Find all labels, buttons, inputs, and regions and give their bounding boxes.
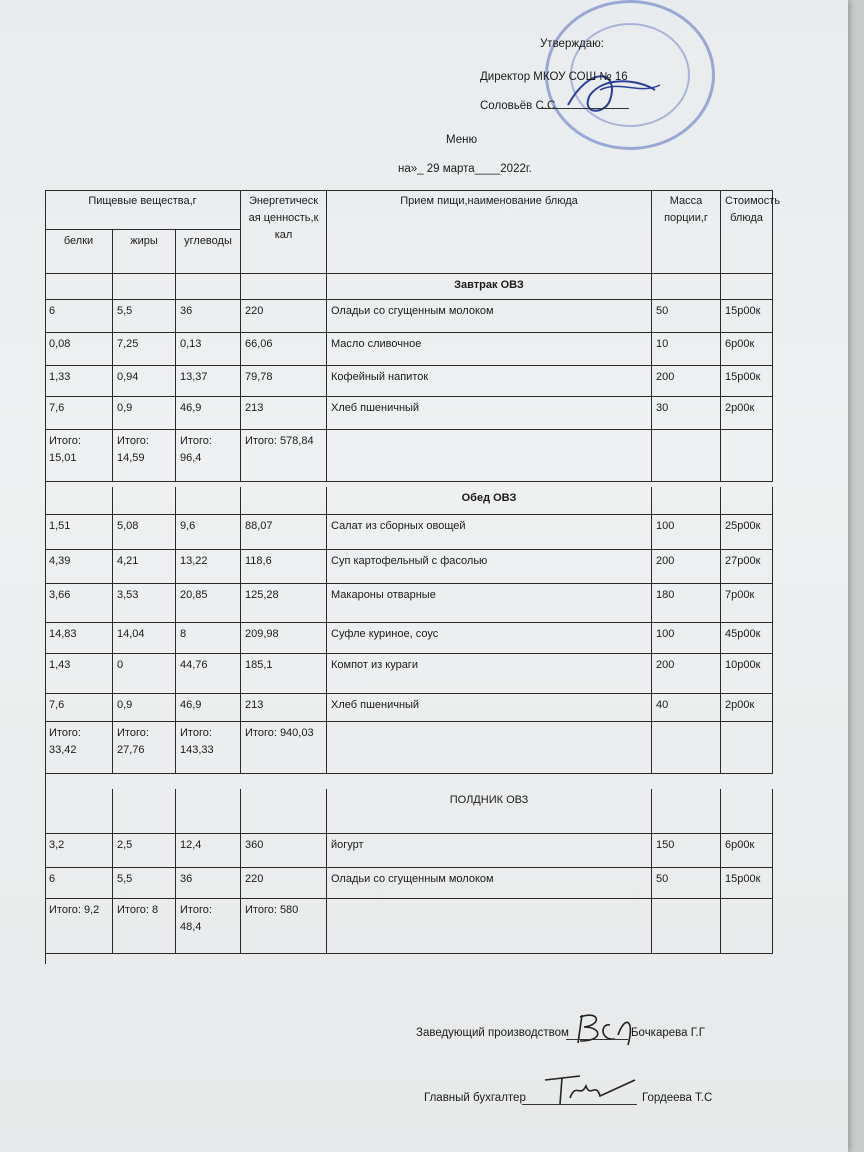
carbs-header: углеводы <box>176 230 241 274</box>
portion-mass-header: Масса порции,г <box>652 190 721 274</box>
fat-value: 14,04 <box>113 623 176 654</box>
portion-mass: 10 <box>652 333 721 366</box>
portion-mass: 30 <box>652 397 721 430</box>
fat-value: 0,9 <box>113 397 176 430</box>
empty-cell <box>652 274 721 300</box>
portion-mass: 50 <box>652 868 721 899</box>
protein-value: 3,2 <box>45 834 113 868</box>
fats-header: жиры <box>113 230 176 274</box>
portion-mass: 40 <box>652 694 721 722</box>
dish-name: Салат из сборных овощей <box>327 515 652 550</box>
carb-value: 12,4 <box>176 834 241 868</box>
dish-name: Суп картофельный с фасолью <box>327 550 652 584</box>
protein-value: 6 <box>45 300 113 333</box>
dish-cost: 6р00к <box>721 333 773 366</box>
energy-value: 185,1 <box>241 654 327 694</box>
carb-value: 0,13 <box>176 333 241 366</box>
total-proteins: Итого: 15,01 <box>45 430 113 482</box>
portion-mass: 180 <box>652 584 721 623</box>
dish-name: Суфле куриное, соус <box>327 623 652 654</box>
dish-cost: 25р00к <box>721 515 773 550</box>
protein-value: 7,6 <box>45 694 113 722</box>
total-fats: Итого: 14,59 <box>113 430 176 482</box>
dish-name: Хлеб пшеничный <box>327 694 652 722</box>
production-sign-line <box>566 1039 628 1040</box>
empty-cell <box>652 789 721 834</box>
dish-name: Оладьи со сгущенным молоком <box>327 300 652 333</box>
production-manager-label: Заведующий производством <box>416 1027 569 1039</box>
section-title: ПОЛДНИК ОВЗ <box>327 789 652 834</box>
approve-label: Утверждаю: <box>540 38 604 50</box>
total-proteins: Итого: 33,42 <box>45 722 113 774</box>
carb-value: 13,37 <box>176 366 241 397</box>
portion-mass: 200 <box>652 366 721 397</box>
protein-value: 4,39 <box>45 550 113 584</box>
portion-mass: 100 <box>652 515 721 550</box>
empty-cell <box>176 789 241 834</box>
energy-header: Энергетическая ценность,ккал <box>241 190 327 274</box>
protein-value: 0,08 <box>45 333 113 366</box>
fat-value: 2,5 <box>113 834 176 868</box>
director-title: Директор МКОУ СОШ № 16 <box>480 71 628 83</box>
fat-value: 0 <box>113 654 176 694</box>
meal-name-header: Прием пищи,наименование блюда <box>327 190 652 274</box>
protein-value: 7,6 <box>45 397 113 430</box>
carb-value: 36 <box>176 868 241 899</box>
total-carbs: Итого: 143,33 <box>176 722 241 774</box>
protein-value: 1,43 <box>45 654 113 694</box>
empty-cell <box>327 899 652 954</box>
empty-cell <box>241 487 327 515</box>
dish-cost: 45р00к <box>721 623 773 654</box>
production-signature <box>570 1005 640 1050</box>
proteins-header: белки <box>45 230 113 274</box>
energy-value: 220 <box>241 868 327 899</box>
empty-cell <box>241 274 327 300</box>
empty-cell <box>241 789 327 834</box>
dish-cost: 15р00к <box>721 868 773 899</box>
empty-cell <box>652 430 721 482</box>
energy-value: 209,98 <box>241 623 327 654</box>
section-title: Обед ОВЗ <box>327 487 652 515</box>
protein-value: 3,66 <box>45 584 113 623</box>
signature-line <box>539 108 629 109</box>
energy-value: 360 <box>241 834 327 868</box>
dish-cost: 6р00к <box>721 834 773 868</box>
menu-date: на»_ 29 марта____2022г. <box>398 163 532 175</box>
empty-cell <box>45 789 113 834</box>
fat-value: 3,53 <box>113 584 176 623</box>
fat-value: 0,94 <box>113 366 176 397</box>
accountant-sign-line <box>522 1104 637 1105</box>
carb-value: 8 <box>176 623 241 654</box>
chief-accountant-name: Гордеева Т.С <box>642 1092 713 1104</box>
energy-value: 213 <box>241 694 327 722</box>
page-title: Меню <box>446 134 478 146</box>
dish-cost: 10р00к <box>721 654 773 694</box>
energy-value: 213 <box>241 397 327 430</box>
director-name: Соловьёв С.С <box>480 100 556 112</box>
fat-value: 0,9 <box>113 694 176 722</box>
dish-name: Кофейный напиток <box>327 366 652 397</box>
protein-value: 1,33 <box>45 366 113 397</box>
total-carbs: Итого: 48,4 <box>176 899 241 954</box>
total-fats: Итого: 27,76 <box>113 722 176 774</box>
total-energy: Итого: 580 <box>241 899 327 954</box>
total-energy: Итого: 940,03 <box>241 722 327 774</box>
dish-name: Макароны отварные <box>327 584 652 623</box>
total-fats: Итого: 8 <box>113 899 176 954</box>
dish-cost: 7р00к <box>721 584 773 623</box>
dish-name: Хлеб пшеничный <box>327 397 652 430</box>
carb-value: 46,9 <box>176 397 241 430</box>
empty-cell <box>327 430 652 482</box>
empty-cell <box>652 722 721 774</box>
carb-value: 20,85 <box>176 584 241 623</box>
section-title: Завтрак ОВЗ <box>327 274 652 300</box>
fat-value: 5,5 <box>113 868 176 899</box>
fat-value: 5,5 <box>113 300 176 333</box>
empty-cell <box>721 430 773 482</box>
empty-cell <box>113 274 176 300</box>
energy-value: 79,78 <box>241 366 327 397</box>
protein-value: 1,51 <box>45 515 113 550</box>
dish-cost-header: Стоимость блюда <box>721 190 773 274</box>
dish-name: Компот из кураги <box>327 654 652 694</box>
total-carbs: Итого: 96,4 <box>176 430 241 482</box>
fat-value: 5,08 <box>113 515 176 550</box>
empty-cell <box>721 274 773 300</box>
empty-cell <box>113 487 176 515</box>
carb-value: 46,9 <box>176 694 241 722</box>
empty-cell <box>721 899 773 954</box>
empty-cell <box>327 722 652 774</box>
total-energy: Итого: 578,84 <box>241 430 327 482</box>
fat-value: 4,21 <box>113 550 176 584</box>
empty-cell <box>721 487 773 515</box>
nutrients-header: Пищевые вещества,г <box>45 190 241 230</box>
chief-accountant-label: Главный бухгалтер <box>424 1092 526 1104</box>
dish-name: йогурт <box>327 834 652 868</box>
energy-value: 66,06 <box>241 333 327 366</box>
portion-mass: 150 <box>652 834 721 868</box>
empty-cell <box>113 789 176 834</box>
carb-value: 13,22 <box>176 550 241 584</box>
energy-value: 88,07 <box>241 515 327 550</box>
portion-mass: 50 <box>652 300 721 333</box>
accountant-signature <box>540 1068 640 1108</box>
empty-cell <box>176 487 241 515</box>
carb-value: 9,6 <box>176 515 241 550</box>
protein-value: 6 <box>45 868 113 899</box>
protein-value: 14,83 <box>45 623 113 654</box>
dish-cost: 2р00к <box>721 694 773 722</box>
portion-mass: 200 <box>652 550 721 584</box>
dish-name: Масло сливочное <box>327 333 652 366</box>
empty-cell <box>721 789 773 834</box>
empty-cell <box>45 274 113 300</box>
carb-value: 36 <box>176 300 241 333</box>
fat-value: 7,25 <box>113 333 176 366</box>
energy-value: 118,6 <box>241 550 327 584</box>
empty-cell <box>45 487 113 515</box>
portion-mass: 100 <box>652 623 721 654</box>
carb-value: 44,76 <box>176 654 241 694</box>
energy-value: 220 <box>241 300 327 333</box>
empty-cell <box>652 487 721 515</box>
dish-cost: 2р00к <box>721 397 773 430</box>
empty-cell <box>721 722 773 774</box>
dish-name: Оладьи со сгущенным молоком <box>327 868 652 899</box>
total-proteins: Итого: 9,2 <box>45 899 113 954</box>
dish-cost: 15р00к <box>721 366 773 397</box>
energy-value: 125,28 <box>241 584 327 623</box>
empty-cell <box>176 274 241 300</box>
dish-cost: 15р00к <box>721 300 773 333</box>
dish-cost: 27р00к <box>721 550 773 584</box>
production-manager-name: Бочкарева Г.Г <box>631 1027 705 1039</box>
portion-mass: 200 <box>652 654 721 694</box>
empty-cell <box>652 899 721 954</box>
